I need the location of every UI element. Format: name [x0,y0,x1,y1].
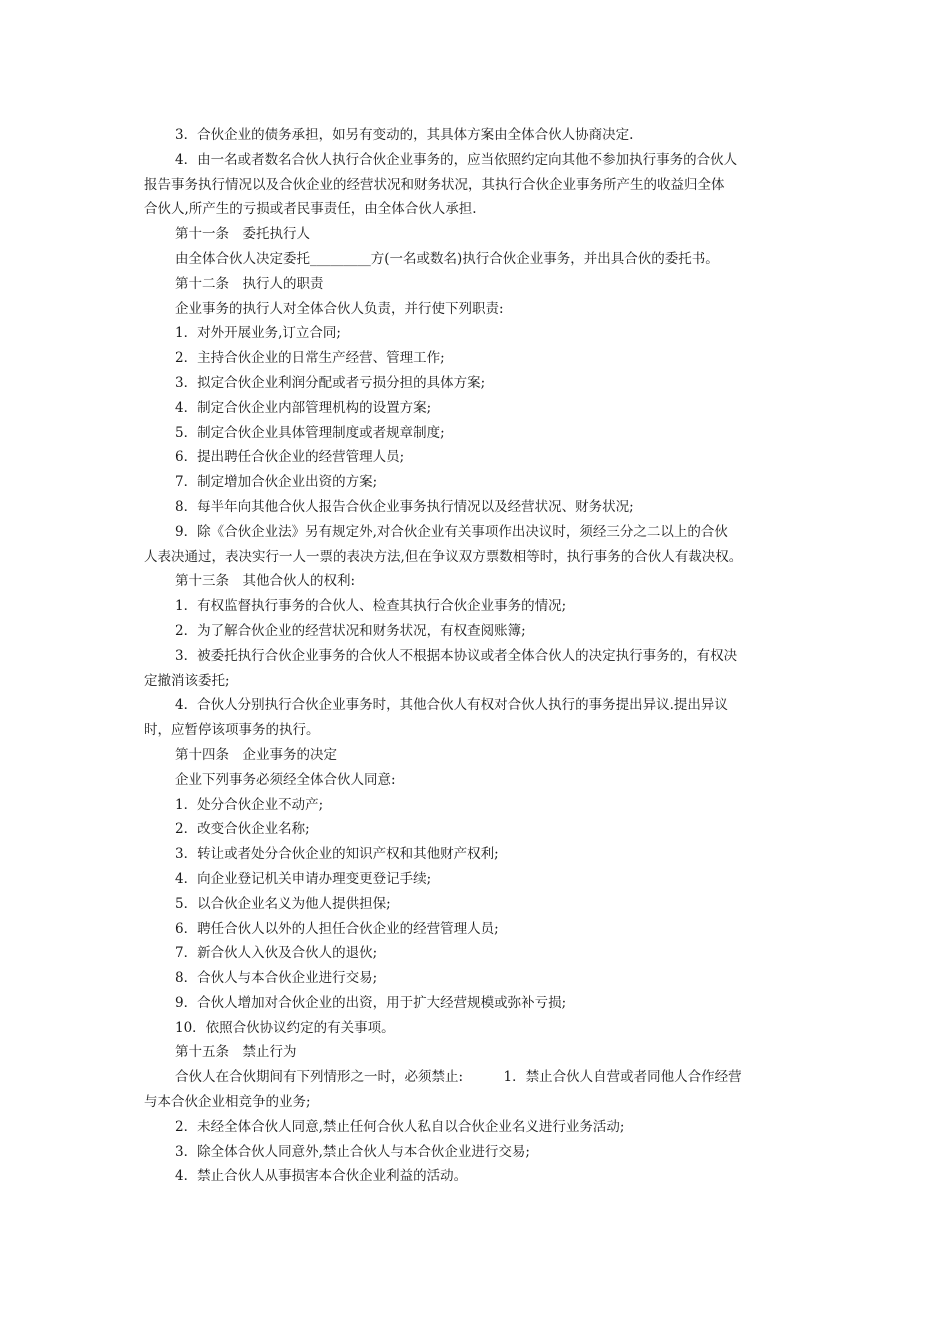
text-line: 10．依照合伙协议约定的有关事项。 [175,1019,395,1036]
text-line: 4．禁止合伙人从事损害本合伙企业利益的活动。 [175,1168,468,1185]
text-line: 企业事务的执行人对全体合伙人负责，并行使下列职责: [175,300,504,317]
text-line: 4．合伙人分别执行合伙企业事务时，其他合伙人有权对合伙人执行的事务提出异议.提出异议 [175,697,728,714]
text-line: 2．主持合伙企业的日常生产经营、管理工作; [175,350,445,367]
text-line: 2．改变合伙企业名称; [175,821,310,838]
text-line: 第十二条 执行人的职责 [175,275,324,292]
text-line: 与本合伙企业相竞争的业务; [144,1094,311,1111]
text-line: 4．向企业登记机关申请办理变更登记手续; [175,870,432,887]
text-line: 1．处分合伙企业不动产; [175,796,324,813]
text-line: 9．除《合伙企业法》另有规定外,对合伙企业有关事项作出决议时，须经三分之二以上的合伙 [175,523,728,540]
text-line: 7．制定增加合伙企业出资的方案; [175,474,378,491]
text-line: 3．拟定合伙企业利润分配或者亏损分担的具体方案; [175,374,486,391]
text-line: 人表决通过，表决实行一人一票的表决方法,但在争议双方票数相等时，执行事务的合伙人有裁决权。 [144,548,743,565]
text-line: 定撤消该委托; [144,672,230,689]
text-line: 9．合伙人增加对合伙企业的出资，用于扩大经营规模或弥补亏损; [175,994,567,1011]
text-line: 合伙人在合伙期间有下列情形之一时，必须禁止: 1．禁止合伙人自营或者同他人合作经营 [175,1069,742,1086]
text-line: 2．为了解合伙企业的经营状况和财务状况，有权查阅账簿; [175,622,526,639]
text-line: 时，应暂停该项事务的执行。 [144,722,320,739]
text-line: 3．合伙企业的债务承担，如另有变动的，其具体方案由全体合伙人协商决定. [175,127,634,143]
text-line: 5．制定合伙企业具体管理制度或者规章制度; [175,424,445,441]
text-line: 1．有权监督执行事务的合伙人、检查其执行合伙企业事务的情况; [175,598,567,615]
text-line: 4．制定合伙企业内部管理机构的设置方案; [175,399,432,416]
text-line: 3．被委托执行合伙企业事务的合伙人不根据本协议或者全体合伙人的决定执行事务的，有权决 [175,647,738,664]
text-line: 3．除全体合伙人同意外,禁止合伙人与本合伙企业进行交易; [175,1143,530,1160]
text-line: 6．提出聘任合伙企业的经营管理人员; [175,449,405,466]
text-line: 2．未经全体合伙人同意,禁止任何合伙人私自以合伙企业名义进行业务活动; [175,1118,625,1135]
text-line: 报告事务执行情况以及合伙企业的经营状况和财务状况，其执行合伙企业事务所产生的收益归全体 [144,176,725,193]
text-line: 第十三条 其他合伙人的权利: [175,573,356,590]
text-line: 1．对外开展业务,订立合同; [175,325,341,342]
text-line: 第十五条 禁止行为 [175,1044,297,1061]
text-line: 由全体合伙人决定委托_________方(一名或数名)执行合伙企业事务，并出具合伙的委托书。 [175,250,719,267]
text-line: 企业下列事务必须经全体合伙人同意: [175,771,396,788]
text-line: 8．每半年向其他合伙人报告合伙企业事务执行情况以及经营状况、财务状况; [175,498,634,515]
text-line: 第十四条 企业事务的决定 [175,746,337,763]
text-line: 6．聘任合伙人以外的人担任合伙企业的经营管理人员; [175,920,499,937]
text-line: 第十一条 委托执行人 [175,226,310,243]
text-line: 合伙人,所产生的亏损或者民事责任，由全体合伙人承担. [144,201,477,218]
text-line: 8．合伙人与本合伙企业进行交易; [175,970,378,987]
text-line: 7．新合伙人入伙及合伙人的退伙; [175,945,378,962]
document-page [144,123,814,1189]
text-line: 4．由一名或者数名合伙人执行合伙企业事务的，应当依照约定向其他不参加执行事务的合伙人 [175,151,738,168]
text-line: 3．转让或者处分合伙企业的知识产权和其他财产权利; [175,846,499,863]
text-line: 5．以合伙企业名义为他人提供担保; [175,895,391,912]
